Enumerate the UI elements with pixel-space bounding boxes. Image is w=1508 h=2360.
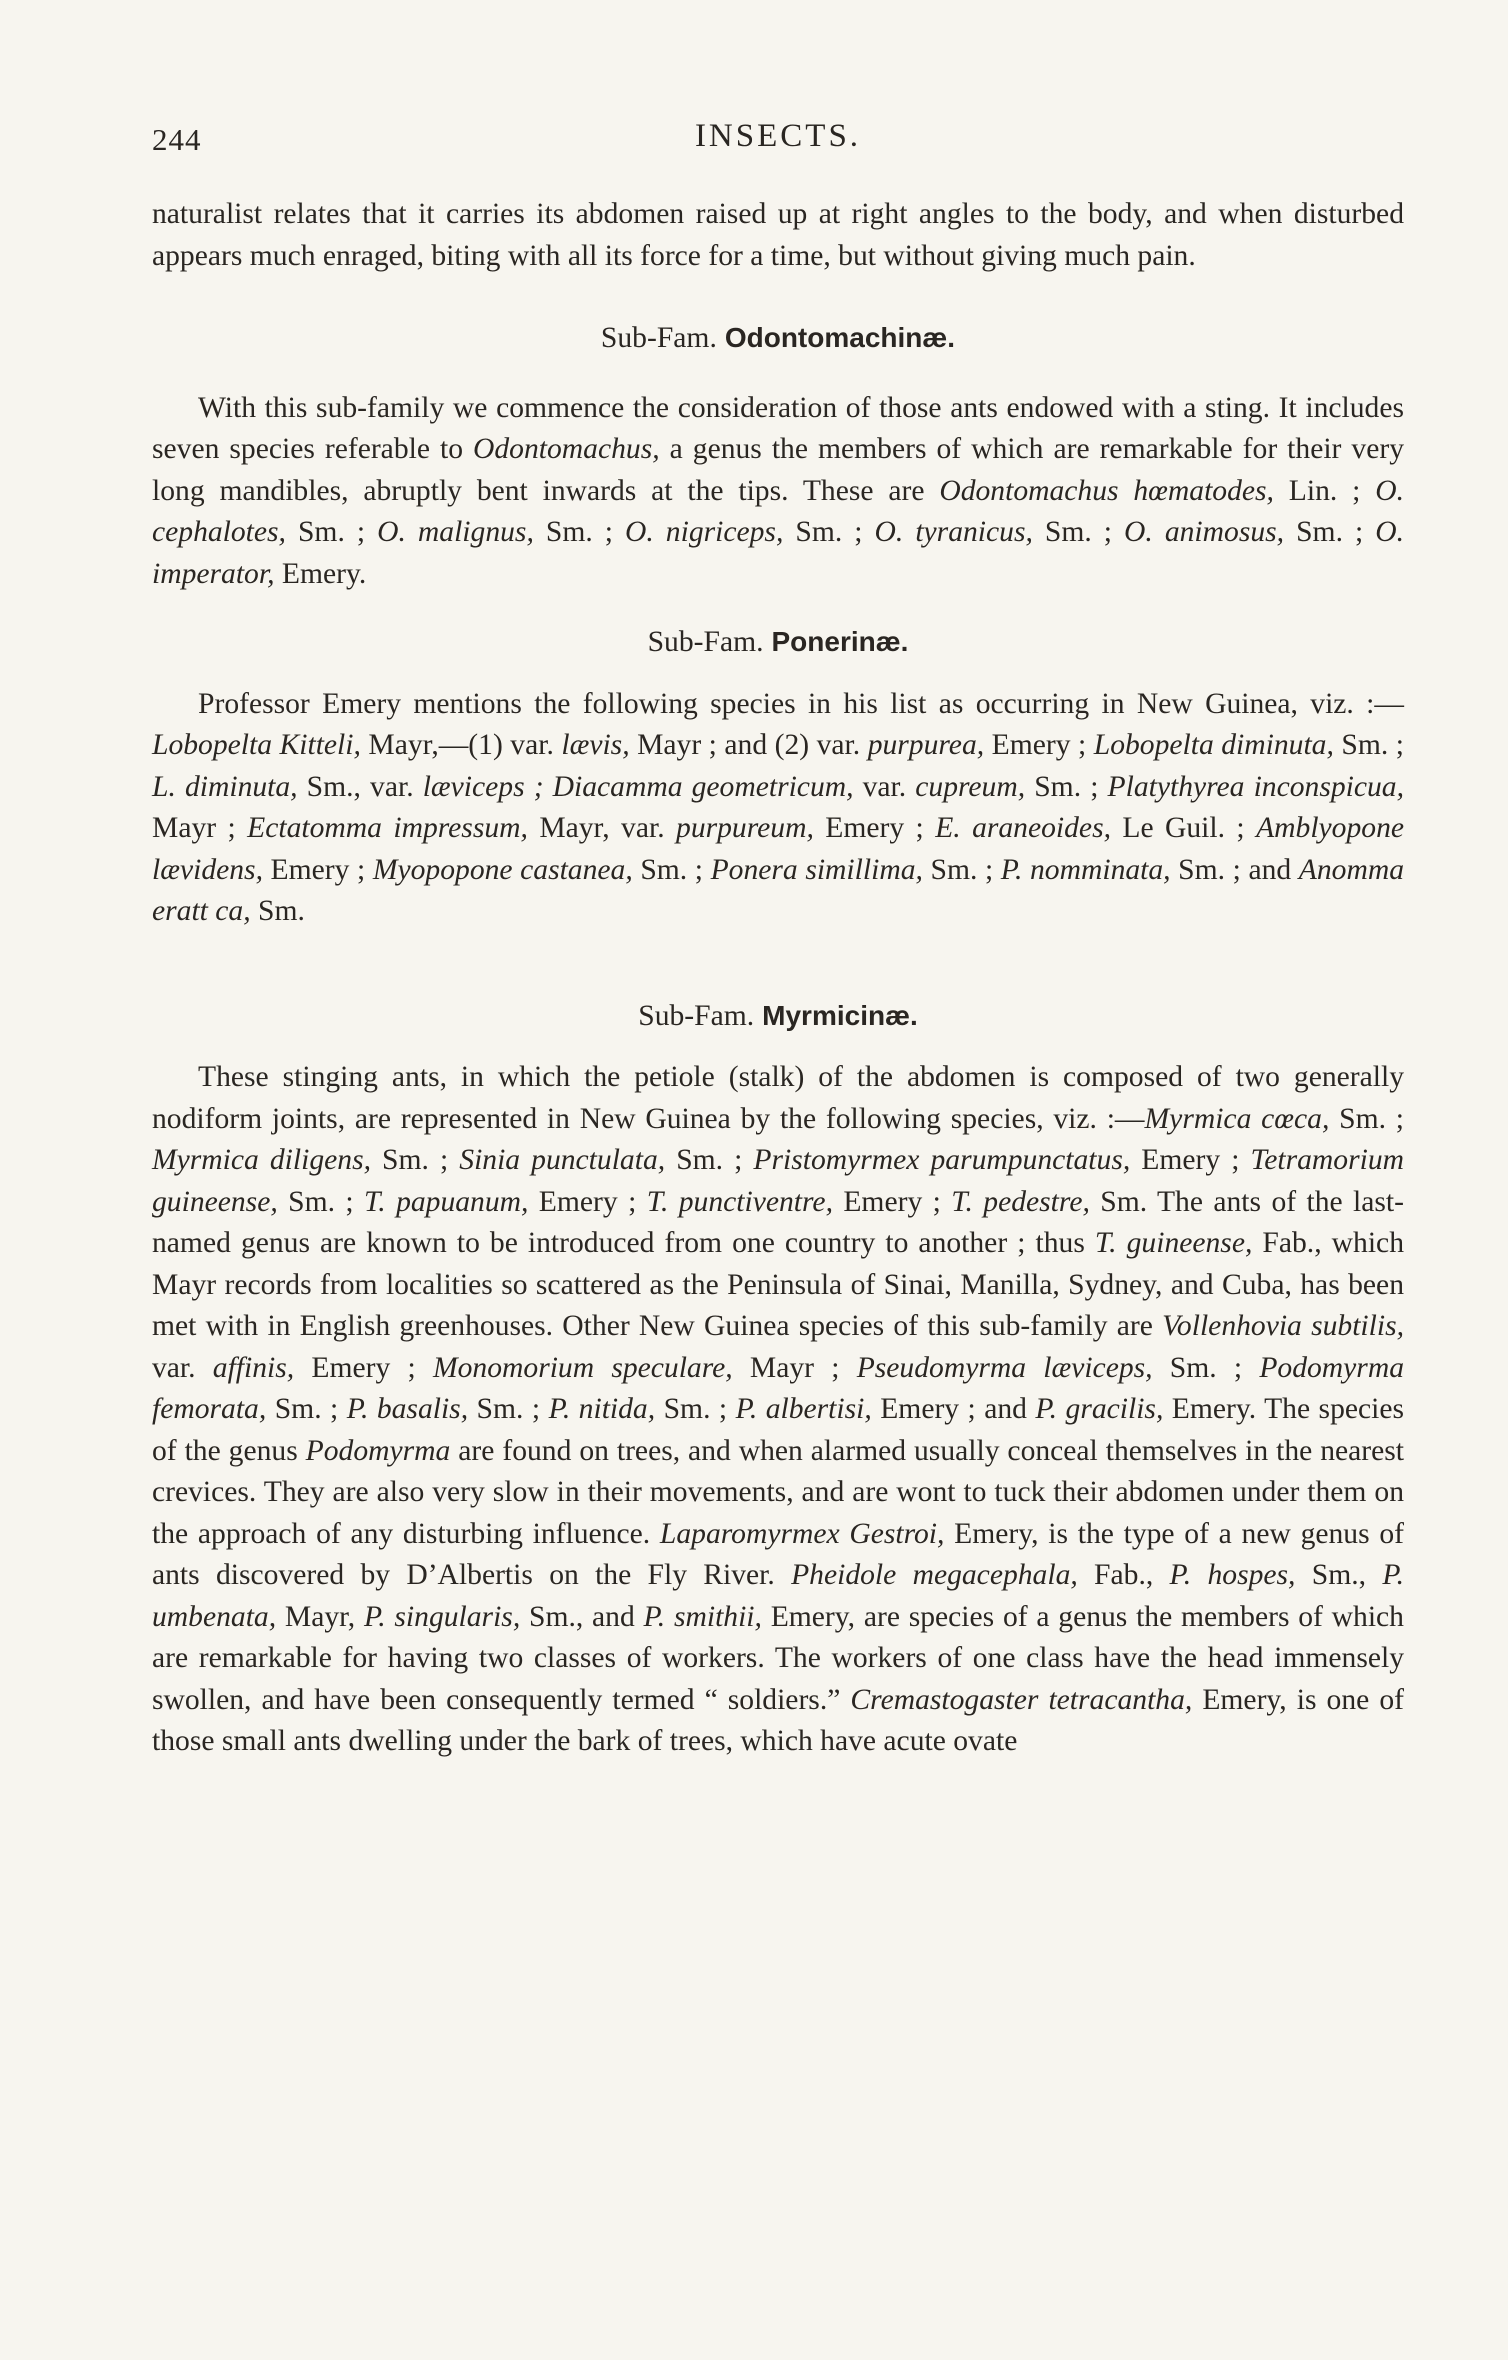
book-page [152,112,1404,1763]
section-name: Myrmicinæ. [762,999,918,1031]
paragraph-myrmicinae: These stinging ants, in which the petiole (stalk) of the abdomen is composed of two generally nodiform joints, are represented in New Guinea by the following species, viz. :—Myrmica cœca, Sm. ; Myrmica diligens, Sm. ; Sinia punctulata, Sm. ; Pristomyrmex parumpunctatus, Emery ; Tetramorium guineense, Sm. ; T. papuanum, Emery ; T. punctiventre, Emery ; T. pedestre, Sm. The ants of the last-named genus are known to be introduced from one country to another ; thus T. guineense, Fab., which Mayr records from localities so scattered as the Peninsula of Sinai, Manilla, Sydney, and Cuba, has been met with in English greenhouses. Other New Guinea species of this sub-family are Vollenhovia subtilis, var. affinis, Emery ; Monomorium speculare, Mayr ; Pseudomyrma læviceps, Sm. ; Podomyrma femorata, Sm. ; P. basalis, Sm. ; P. nitida, Sm. ; P. albertisi, Emery ; and P. gracilis, Emery. The species of the genus Podomyrma are found on trees, and when alarmed usually conceal themselves in the nearest crevices. They are also very slow in their movements, and are wont to tuck their abdomen under them on the approach of any disturbing influence. Laparomyrmex Gestroi, Emery, is the type of a new genus of ants discovered by D’Albertis on the Fly River. Pheidole megacephala, Fab., P. hospes, Sm., P. umbenata, Mayr, P. singularis, Sm., and P. smithii, Emery, are species of a genus the members of which are remarkable for having two classes of workers. The workers of one class have the head immensely swollen, and have been consequently termed “ soldiers.” Cremastogaster tetracantha, Emery, is one of those small ants dwelling under the bark of trees, which have acute ovate [152,1061,1405,1757]
section-heading-myrmicinae [152,995,1404,1038]
page-number: 244 [152,122,202,157]
running-head [152,112,1404,166]
section-heading-ponerinae [152,621,1404,664]
paragraph-odontomachinae: With this sub-family we commence the consideration of those ants endowed with a sting. It includes seven species referable to Odontomachus, a genus the members of which are remarkable for their very long mandibles, abruptly bent inwards at the tips. These are Odontomachus hœmatodes, Lin. ; O. cephalotes, Sm. ; O. malignus, Sm. ; O. nigriceps, Sm. ; O. tyranicus, Sm. ; O. animosus, Sm. ; O. imperator, Emery. [152,391,1405,590]
section-name: Odontomachinæ. [724,322,956,353]
section-prefix: Sub-Fam. [647,626,764,658]
paragraph-ponerinae: Professor Emery mentions the following species in his list as occurring in New Guinea, viz. :—Lobopelta Kitteli, Mayr,—(1) var. lævis, Mayr ; and (2) var. purpurea, Emery ; Lobopelta diminuta, Sm. ; L. diminuta, Sm., var. læviceps ; Diacamma geometricum, var. cupreum, Sm. ; Platythyrea inconspicua, Mayr ; Ectatomma impressum, Mayr, var. purpureum, Emery ; E. araneoides, Le Guil. ; Amblyopone lævidens, Emery ; Myopopone castanea, Sm. ; Ponera simillima, Sm. ; P. nomminata, Sm. ; and Anomma eratt ca, Sm. [152,687,1405,927]
running-title: INSECTS. [694,118,862,154]
section-prefix: Sub-Fam. [600,322,717,354]
paragraph-continuation: naturalist relates that it carries its abdomen raised up at right angles to the body, and when disturbed appears much enraged, biting with all its force for a time, but without giving much pain. [152,198,1404,272]
section-prefix: Sub-Fam. [638,999,755,1032]
section-name: Ponerinæ. [771,626,909,657]
section-heading-odontomachinae [152,317,1404,360]
